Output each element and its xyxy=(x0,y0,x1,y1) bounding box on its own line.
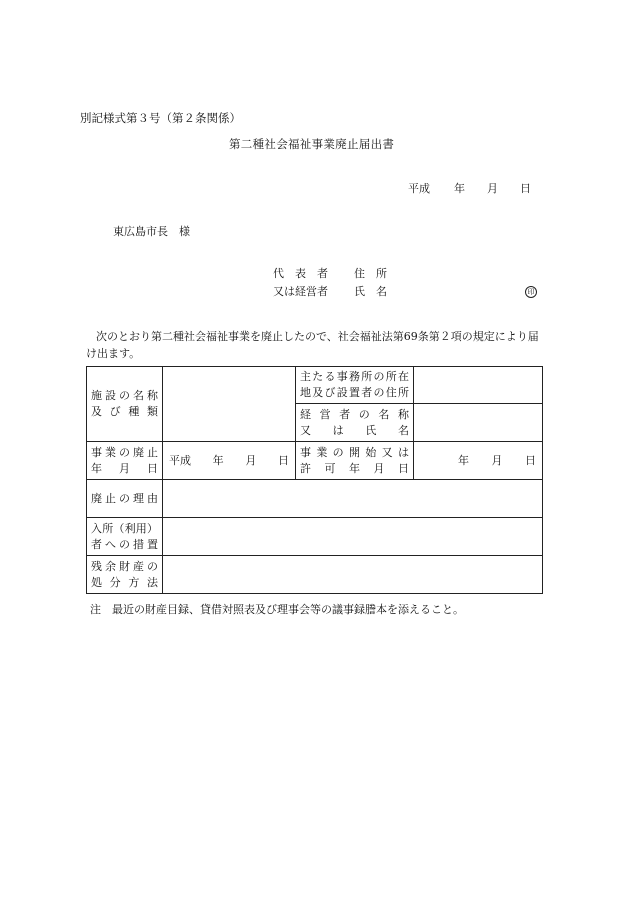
assets-label-2: 処 分 方 法 xyxy=(91,575,158,589)
abolition-form-table xyxy=(86,366,543,594)
reason-label: 廃止の理由 xyxy=(91,491,158,505)
start-date-label-cell xyxy=(296,442,414,480)
operator-label-2: 又 は 氏 名 xyxy=(300,423,409,437)
abolition-date-label-cell xyxy=(87,442,163,480)
office-label-cell xyxy=(296,367,414,404)
start-date-label-2: 許 可 年 月 日 xyxy=(300,461,409,475)
facility-label-1: 施設の名称 xyxy=(91,389,158,403)
operator-label-1: 経 営 者 の 名 称 xyxy=(300,407,409,421)
facility-value-cell[interactable] xyxy=(163,367,296,442)
addressee: 東広島市長 様 xyxy=(113,225,190,238)
measures-label-2: 者への措置 xyxy=(91,537,158,551)
operator-label-cell xyxy=(296,404,414,442)
address-label: 住 所 xyxy=(354,267,387,280)
abolition-date-year: 年 xyxy=(212,453,224,467)
assets-label-1: 残余財産の xyxy=(91,559,158,573)
representative-label-1: 代 表 者 xyxy=(273,267,328,280)
start-date-day: 日 xyxy=(525,453,536,467)
start-date-month: 月 xyxy=(491,453,503,467)
facility-label-2: 及 び 種 類 xyxy=(91,405,158,418)
abolition-date-cell[interactable] xyxy=(163,442,296,480)
assets-label-cell xyxy=(87,556,163,594)
reason-value-cell[interactable] xyxy=(163,480,543,518)
facility-label-cell xyxy=(87,367,163,442)
name-label: 氏 名 xyxy=(354,285,387,298)
abolition-date-era: 平成 xyxy=(169,453,191,467)
date-era: 平成 xyxy=(408,182,430,195)
measures-label-cell xyxy=(87,518,163,556)
start-date-label-1: 事 業 の 開 始 又 は xyxy=(300,445,409,459)
measures-label-1: 入所（利用） xyxy=(91,521,158,535)
office-label-1: 主たる事務所の所在 xyxy=(300,370,409,384)
start-date-year: 年 xyxy=(458,453,469,467)
operator-value-cell[interactable] xyxy=(414,404,543,442)
body-text-line-2: け出ます。 xyxy=(86,347,141,360)
seal-icon: 印 xyxy=(525,286,537,298)
abolition-date-month: 月 xyxy=(245,453,257,467)
abolition-date-label-1: 事業の廃止 xyxy=(91,445,158,459)
date-day: 日 xyxy=(520,182,531,195)
date-year: 年 xyxy=(454,182,465,195)
date-month: 月 xyxy=(487,182,498,195)
office-label-2: 地及び設置者の住所 xyxy=(300,386,409,399)
form-reference: 別記様式第３号（第２条関係） xyxy=(80,111,241,125)
assets-value-cell[interactable] xyxy=(163,556,543,594)
start-date-cell[interactable] xyxy=(414,442,543,480)
note-text: 注 最近の財産目録、貸借対照表及び理事会等の議事録謄本を添えること。 xyxy=(90,603,464,616)
office-value-cell[interactable] xyxy=(414,367,543,404)
abolition-date-day: 日 xyxy=(277,453,289,467)
body-text-line-1: 次のとおり第二種社会福祉事業を廃止したので、社会福祉法第69条第２項の規定により届 xyxy=(96,330,539,343)
representative-label-2: 又は経営者 xyxy=(273,285,328,298)
measures-value-cell[interactable] xyxy=(163,518,543,556)
document-title: 第二種社会福祉事業廃止届出書 xyxy=(229,137,395,151)
reason-label-cell xyxy=(87,480,163,518)
abolition-date-label-2: 年 月 日 xyxy=(91,461,158,475)
